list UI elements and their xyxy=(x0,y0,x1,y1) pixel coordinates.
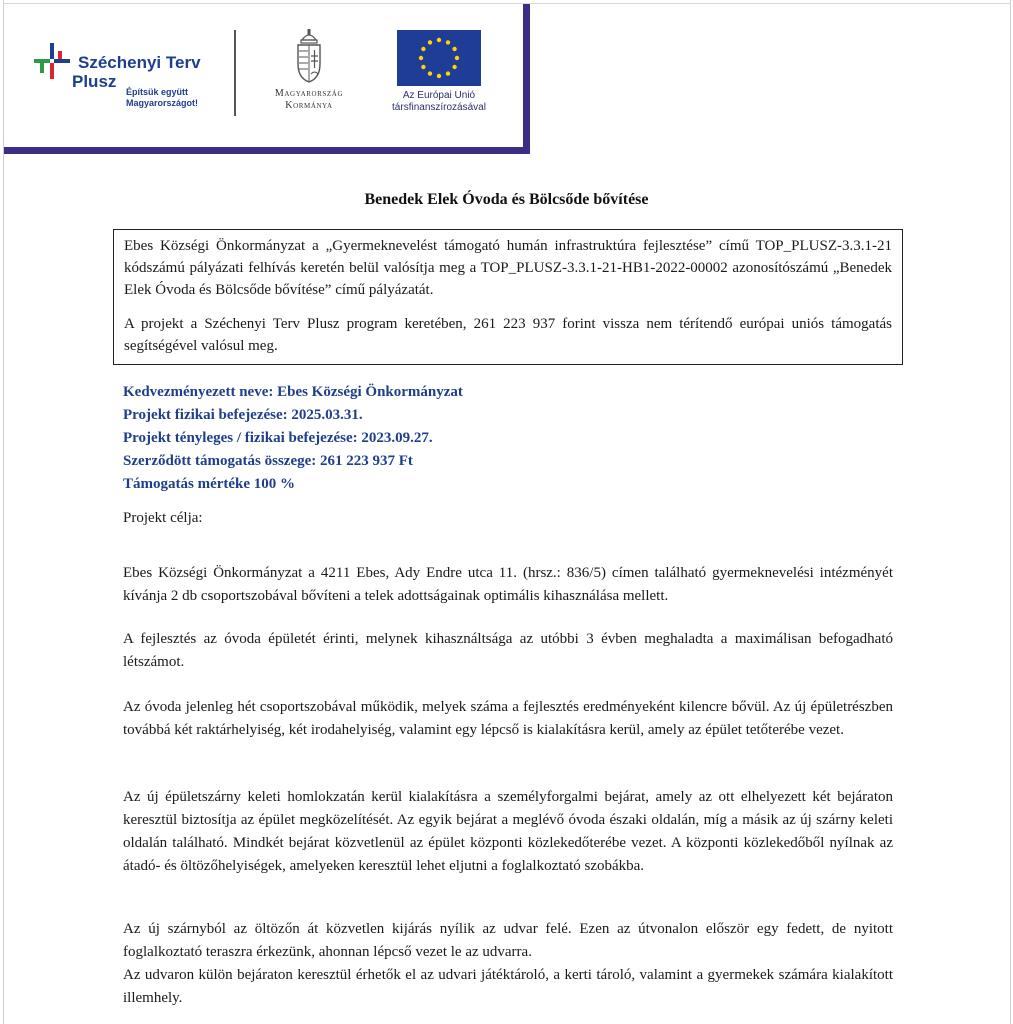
paragraph-text: Az új szárnyból az öltözőn át közvetlen kijárás nyílik az udvar felé. Ezen az útvonalon először egy fedett, de nyitott foglalkoztató teraszra érkezünk, ahonnan lépcső vezet le az udvarra. xyxy=(123,921,893,960)
body-paragraph-4 xyxy=(123,786,893,878)
intro-paragraph-2: A projekt a Széchenyi Terv Plusz program keretében, 261 223 937 forint vissza nem térítendő európai uniós támogatás segítségével valósul meg. xyxy=(124,316,892,354)
paragraph-text: A fejlesztés az óvoda épületét érinti, melynek kihasználtsága az utóbbi 3 évben meghaladta a maximálisan befogadható létszámot. xyxy=(123,631,893,670)
szechenyi-title-plusz: Plusz xyxy=(72,72,117,91)
szechenyi-slogan xyxy=(126,87,226,109)
government-line-2: Kormánya xyxy=(285,100,333,111)
fact-support-rate: Támogatás mértéke 100 % xyxy=(123,476,296,492)
szechenyi-terv-logo xyxy=(32,39,222,119)
document-title: Benedek Elek Óvoda és Bölcsőde bővítése xyxy=(364,191,649,208)
intro-paragraph-1: Ebes Községi Önkormányzat a „Gyermeknevelést támogató humán infrastruktúra fejlesztése” című TOP_PLUSZ-3.3.1-21 kódszámú pályázati felhívás keretén belül valósítja meg a TOP_PLUSZ-3.3.1-21-HB1-2022-00002 azonosítószámú „Benedek Elek Óvoda és Bölcsőde bővítése” című pályázatát. xyxy=(124,238,892,298)
government-text xyxy=(254,88,364,112)
eu-line-1: Az Európai Unió xyxy=(402,90,476,101)
fact-physical-completion: Projekt fizikai befejezése: 2025.03.31. xyxy=(123,407,363,423)
intro-box xyxy=(113,229,903,365)
page-edge-right xyxy=(1010,0,1011,1024)
government-logo xyxy=(254,28,364,128)
fact-actual-completion: Projekt tényleges / fizikai befejezése: 2023.09.27. xyxy=(123,430,433,446)
body-paragraph-1 xyxy=(123,562,893,608)
fact-beneficiary: Kedvezményezett neve: Ebes Községi Önkormányzat xyxy=(123,384,463,400)
slogan-line-2: Magyarországot! xyxy=(126,98,199,108)
body-paragraph-2 xyxy=(123,628,893,674)
goal-label: Projekt célja: xyxy=(123,510,203,526)
eu-text xyxy=(374,90,504,114)
paragraph-text: Ebes Községi Önkormányzat a 4211 Ebes, Ady Endre utca 11. (hrsz.: 836/5) címen található gyermeknevelési intézményét kívánja 2 db csoportszobával bővíteni a telek adottságainak optimális kihasználása mellett. xyxy=(123,565,893,604)
logo-divider xyxy=(234,30,236,116)
fact-contracted-amount: Szerződött támogatás összege: 261 223 937 Ft xyxy=(123,453,413,469)
eu-logo xyxy=(374,30,504,130)
header-banner xyxy=(4,4,530,154)
body-paragraph-3 xyxy=(123,696,893,742)
slogan-line-1: Építsük együtt xyxy=(126,87,189,97)
project-facts xyxy=(123,381,723,496)
szechenyi-title: Széchenyi Terv xyxy=(78,53,201,72)
eu-flag-icon xyxy=(397,30,481,86)
government-line-1: Magyarország xyxy=(274,88,344,99)
eu-line-2: társfinanszírozásával xyxy=(392,102,486,113)
paragraph-text: Az udvaron külön bejáraton keresztül érhetők el az udvari játéktároló, a kerti tároló, valamint a gyermekek számára kialakított illemhely. xyxy=(123,967,893,1006)
szechenyi-cross-icon xyxy=(32,41,72,81)
paragraph-text: Az új épületszárny keleti homlokzatán kerül kialakításra a személyforgalmi bejárat, amely az ott elhelyezett két bejáraton keresztül biztosítja az épület megközelítését. Az egyik bejárat a meglévő óvoda északi oldalán, míg a másik az új szárny keleti oldalán található. Mindkét bejárat közvetlenül az épület központi közlekedőterébe vezet. A központi közlekedőből nyílnak az átadó- és öltözőhelyiségek, amelyeken keresztül lehet eljutni a foglalkoztató szobákba. xyxy=(123,789,893,874)
hungarian-coat-of-arms-icon xyxy=(292,28,326,84)
paragraph-text: Az óvoda jelenleg hét csoportszobával működik, melyek száma a fejlesztés eredményeként kilencre bővül. Az új épületrészben továbbá két raktárhelyiség, két irodahelyiség, valamint egy lépcső is kialakításra kerül, amely az épület tetőterébe vezet. xyxy=(123,699,893,738)
body-paragraph-5 xyxy=(123,918,893,1010)
